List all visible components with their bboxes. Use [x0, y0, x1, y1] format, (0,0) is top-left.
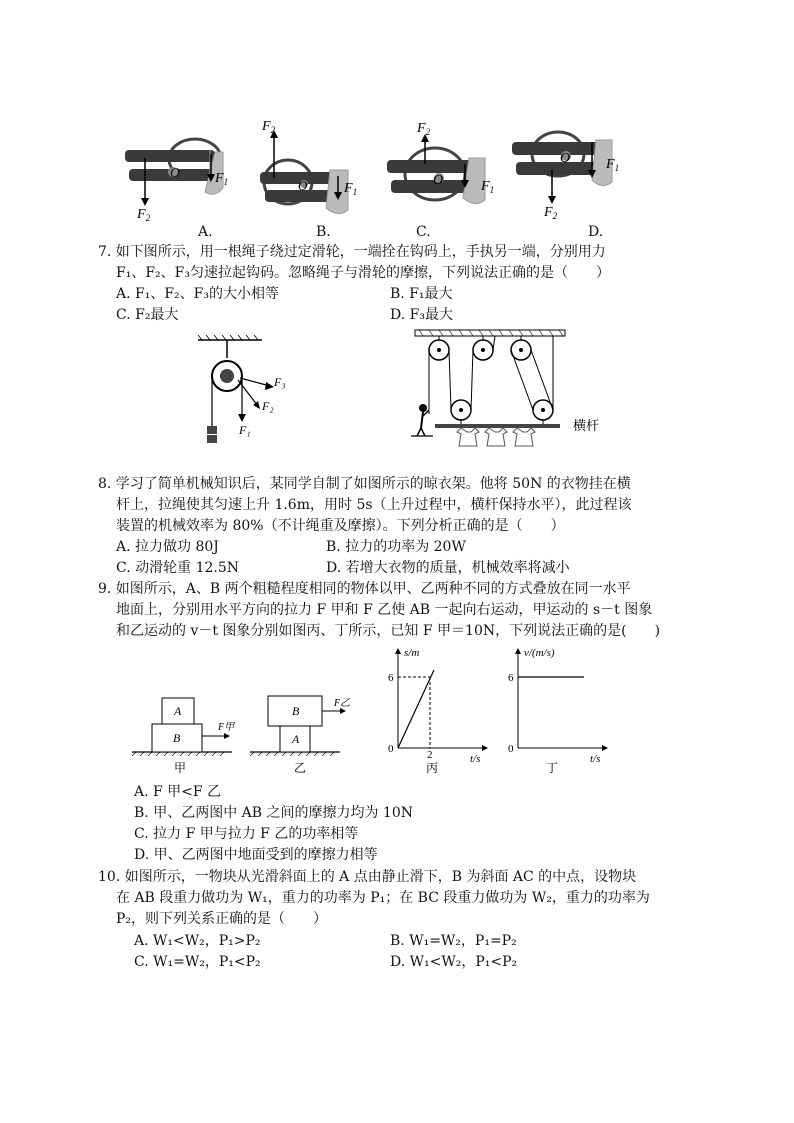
tick-6: 6 [388, 672, 394, 684]
q8-option-c[interactable]: C. 动滑轮重 12.5N [116, 560, 239, 576]
q8-option-a[interactable]: A. 拉力做功 80J [116, 539, 219, 555]
st-line [398, 670, 434, 748]
f1-label: F₁ [239, 423, 251, 437]
q8-option-d[interactable]: D. 若增大衣物的质量，机械效率将减小 [326, 560, 570, 576]
q8-clothes-rack-figure [405, 328, 615, 448]
block-a-label: A [292, 732, 300, 746]
f2-label: $F_2$ [137, 207, 151, 223]
f2-label: F₂ [262, 399, 274, 413]
f3-label: F₃ [274, 375, 286, 389]
rack-label: 横杆 [573, 418, 600, 433]
tick-0: 0 [508, 743, 514, 755]
fig-ding-vt-graph [508, 647, 608, 775]
q9-stem-line1: 9. 如图所示，A、B 两个粗糙程度相同的物体以甲、乙两种不同的方式叠放在同一水平 [98, 581, 631, 597]
fig-yi [250, 696, 350, 775]
fig-bing-st-graph [388, 647, 488, 775]
q7-option-c[interactable]: C. F₂最大 [116, 307, 179, 323]
q7-option-a[interactable]: A. F₁、F₂、F₃的大小相等 [116, 286, 279, 302]
q10-stem-line3: P₂，则下列关系正确的是（ ） [116, 911, 328, 927]
q9-option-c[interactable]: C. 拉力 F 甲与拉力 F 乙的功率相等 [134, 826, 359, 842]
q10-stem-line1: 10. 如图所示，一物块从光滑斜面上的 A 点由静止滑下，B 为斜面 AC 的中点，设物块 [98, 869, 637, 885]
q7-stem-line1: 7. 如下图所示，用一根绳子绕过定滑轮，一端拴在钩码上，手执另一端，分别用力 [98, 244, 606, 260]
q6-figures [115, 112, 635, 242]
f1-label: $F_1$ [481, 179, 495, 195]
t-axis-label: t/s [470, 753, 481, 765]
q6-fig-b [260, 119, 357, 214]
q7-option-b[interactable]: B. F₁最大 [390, 286, 453, 302]
q6-option-d-label[interactable]: D. [588, 224, 604, 240]
pivot-label: O [298, 178, 308, 193]
q6-fig-a [125, 139, 228, 223]
f1-label: $F_1$ [344, 181, 358, 197]
tick-0: 0 [388, 743, 394, 755]
q9-stem-line2: 地面上，分别用水平方向的拉力 F 甲和 F 乙使 AB 一起向右运动，甲运动的 s－t 图象 [116, 602, 653, 618]
q6-option-a-label[interactable]: A. [198, 224, 213, 240]
f2-label: $F_2$ [544, 205, 558, 221]
block-b-label: B [292, 704, 300, 718]
fig-jia-caption: 甲 [174, 761, 187, 775]
q8-stem-line1: 8. 学习了简单机械知识后，某同学自制了如图所示的晾衣架。他将 50N 的衣物挂在横 [98, 476, 631, 492]
q8-option-b[interactable]: B. 拉力的功率为 20W [326, 539, 466, 555]
fig-bing-caption: 丙 [426, 761, 439, 775]
tick-6: 6 [508, 672, 514, 684]
f1-label: $F_1$ [606, 157, 620, 173]
q7-option-d[interactable]: D. F₃最大 [390, 307, 453, 323]
q6-option-b-label[interactable]: B. [316, 224, 331, 240]
pivot-label: O [560, 151, 571, 166]
q8-stem-line2: 杆上，拉绳使其匀速上升 1.6m，用时 5s（上升过程中，横杆保持水平），此过程该 [116, 497, 632, 513]
q8-stem-line3: 装置的机械效率为 80%（不计绳重及摩擦）。下列分析正确的是（ ） [116, 518, 565, 534]
t-axis-label: t/s [590, 753, 601, 765]
f-jia-label: F甲 [218, 722, 235, 733]
fig-ding-caption: 丁 [546, 761, 559, 775]
q7-stem-line2: F₁、F₂、F₃匀速拉起钩码。忽略绳子与滑轮的摩擦，下列说法正确的是（ ） [116, 265, 610, 281]
q10-option-d[interactable]: D. W₁<W₂，P₁<P₂ [390, 954, 518, 970]
q7-pulley-figure [190, 334, 300, 444]
f2-label: $F_2$ [262, 119, 276, 135]
pivot-label: O [170, 166, 181, 181]
q9-option-a[interactable]: A. F 甲<F 乙 [134, 784, 222, 800]
q10-stem-line2: 在 AB 段重力做功为 W₁，重力的功率为 P₁；在 BC 段重力做功为 W₂，重力的功率为 [116, 890, 650, 906]
block-b-label: B [173, 731, 181, 745]
q10-option-b[interactable]: B. W₁=W₂，P₁=P₂ [390, 933, 517, 949]
pivot-label: O [433, 173, 444, 188]
q9-figures [128, 642, 628, 777]
tick-2: 2 [427, 749, 433, 761]
f-yi-label: F乙 [334, 698, 351, 709]
f1-label: $F_1$ [215, 171, 229, 187]
v-axis-label: v/(m/s) [524, 647, 555, 659]
q6-fig-d [512, 132, 619, 221]
q10-option-a[interactable]: A. W₁<W₂，P₁>P₂ [134, 933, 261, 949]
block-a-label: A [174, 704, 182, 718]
q6-option-c-label[interactable]: C. [416, 224, 431, 240]
f2-label: $F_2$ [417, 121, 431, 137]
q9-option-d[interactable]: D. 甲、乙两图中地面受到的摩擦力相等 [134, 847, 378, 863]
s-axis-label: s/m [404, 647, 420, 659]
q6-fig-c [387, 121, 494, 204]
q9-stem-line3: 和乙运动的 v－t 图象分别如图丙、丁所示，已知 F 甲＝10N，下列说法正确的是( ) [116, 623, 661, 639]
q10-option-c[interactable]: C. W₁=W₂，P₁<P₂ [134, 954, 261, 970]
fig-yi-caption: 乙 [294, 761, 307, 775]
fig-jia [132, 698, 235, 775]
q9-option-b[interactable]: B. 甲、乙两图中 AB 之间的摩擦力均为 10N [134, 805, 414, 821]
